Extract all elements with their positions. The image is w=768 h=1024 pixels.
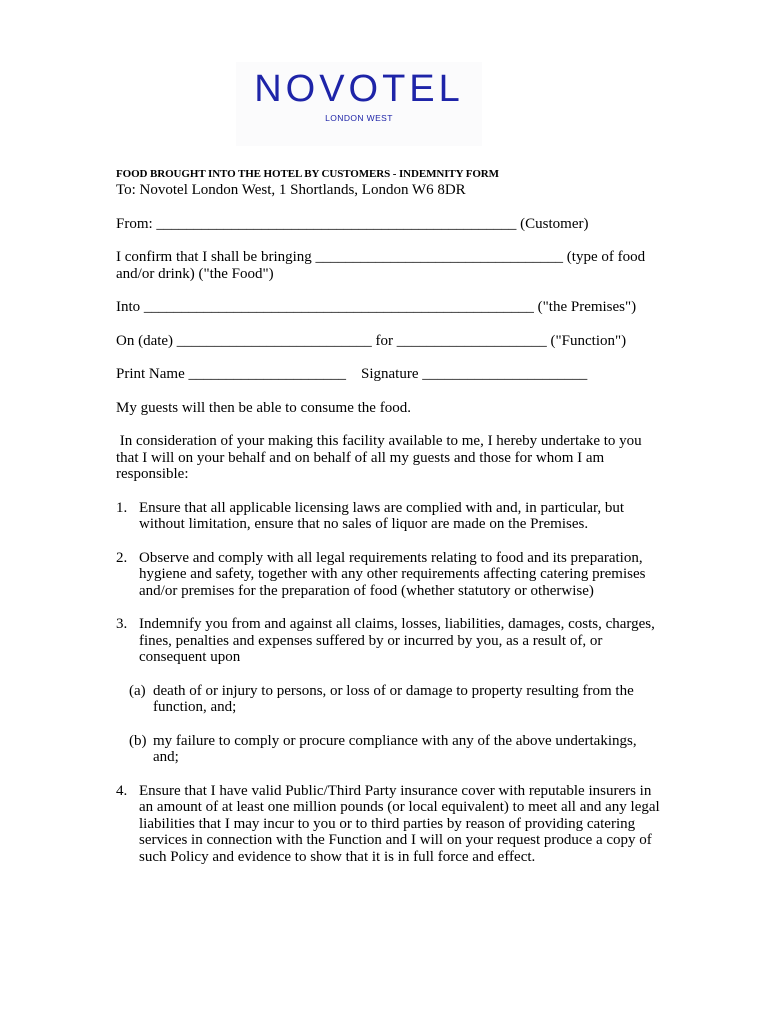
novotel-logo [236, 62, 482, 146]
sub-item-letter: (b) [129, 732, 147, 749]
sub-list-item [129, 683, 661, 716]
sub-list-container [116, 683, 661, 766]
print-signature-line: Print Name _____________________ Signature ______________________ [116, 366, 588, 382]
sub-list-item [129, 733, 661, 766]
form-body [116, 168, 661, 882]
item-text: Indemnify you from and against all claims, losses, liabilities, damages, costs, charges, fines, penalties and expenses suffered by or incurred by you, as a result of, or consequent upon [139, 616, 655, 665]
item-number: 3. [116, 616, 128, 632]
sub-item-letter: (a) [129, 682, 146, 699]
confirm-food-line: I confirm that I shall be bringing _________________________________ (type of food and/or drink) ("the Food") [116, 249, 646, 282]
date-function-line: On (date) __________________________ for ____________________ ("Function") [116, 332, 627, 349]
list-item [116, 500, 661, 533]
sub-item-text: death of or injury to persons, or loss of or damage to property resulting from the function, and; [153, 682, 634, 715]
item-text: Ensure that all applicable licensing laws are complied with and, in particular, but without limitation, ensure that no sales of liquor are made on the Premises. [139, 499, 625, 532]
logo-brand: NOVOTEL [254, 68, 464, 110]
consideration-paragraph: In consideration of your making this facility available to me, I hereby undertake to you that I will on your behalf and on behalf of all my guests and those for whom I am responsible: [116, 433, 646, 482]
item-number: 4. [116, 782, 128, 799]
list-item [116, 550, 661, 600]
to-address: To: Novotel London West, 1 Shortlands, London W6 8DR [116, 182, 466, 198]
item-number: 2. [116, 549, 128, 566]
sub-list [129, 683, 661, 766]
guests-statement: My guests will then be able to consume the food. [116, 399, 411, 416]
list-item [116, 783, 661, 866]
sub-item-text: my failure to comply or procure compliance with any of the above undertakings, and; [153, 732, 637, 765]
logo-location: LONDON WEST [325, 113, 393, 123]
item-text: Observe and comply with all legal requirements relating to food and its preparation, hygiene and safety, together with any other requirements affecting catering premises and/or premises for the preparation of food (whether statutory or otherwise) [139, 549, 646, 599]
form-heading: FOOD BROUGHT INTO THE HOTEL BY CUSTOMERS - INDEMNITY FORM [116, 168, 499, 180]
item-number: 1. [116, 499, 128, 516]
from-field-line: From: ________________________________________________ (Customer) [116, 215, 589, 232]
item-text: Ensure that I have valid Public/Third Party insurance cover with reputable insurers in an amount of at least one million pounds (or local equivalent) to meet all and any legal liabilities that I may incur to you or to third parties by reason of providing catering services in connection with the Function and I will on your request produce a copy of such Policy and evidence to show that it is in full force and effect. [139, 782, 660, 865]
premises-field-line: Into ____________________________________________________ ("the Premises") [116, 299, 637, 315]
list-item [116, 616, 661, 666]
undertakings-list [116, 500, 661, 866]
